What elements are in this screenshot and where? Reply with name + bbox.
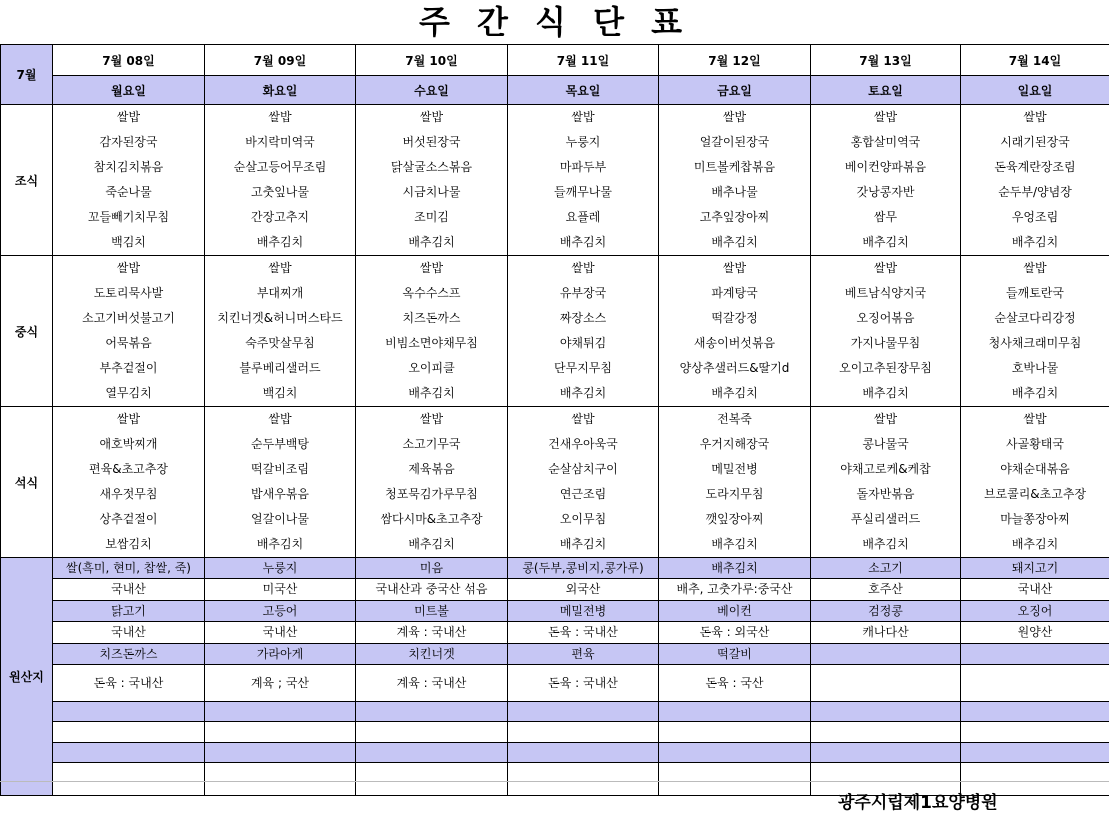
menu-item: 배추김치 <box>862 235 909 249</box>
date-cell: 7월 10일 <box>356 45 508 76</box>
menu-item: 간장고추지 <box>251 210 309 224</box>
menu-item: 호박나물 <box>1011 361 1059 375</box>
menu-item: 제육볶음 <box>408 462 455 476</box>
origin-ingredient: 메밀전병 <box>508 601 658 622</box>
menu-item: 쌀밥 <box>873 261 898 275</box>
hospital-name: 광주시립제1요양병원 <box>838 793 998 813</box>
blank-row <box>356 743 507 763</box>
origin-country: 외국산 <box>508 579 658 601</box>
origin-country: 원양산 <box>961 622 1109 644</box>
page-title: 주 간 식 단 표 <box>418 3 691 41</box>
origin-country: 돈육 : 외국산 <box>659 622 810 644</box>
menu-item: 단무지무침 <box>554 361 612 375</box>
weekday-cell: 일요일 <box>961 76 1109 105</box>
menu-item: 쌀밥 <box>1023 412 1047 426</box>
weekday-row <box>1 76 1109 105</box>
menu-item: 시래기된장국 <box>1000 135 1070 149</box>
origin-country: 돈육 : 국내산 <box>508 665 658 702</box>
menu-item: 오징어볶음 <box>856 311 915 325</box>
origin-ingredient: 미트볼 <box>356 601 507 622</box>
menu-item: 청포묵김가루무침 <box>385 487 478 501</box>
blank-row <box>205 763 355 795</box>
menu-item: 메밀전병 <box>711 462 758 476</box>
menu-item: 보쌈김치 <box>105 537 152 551</box>
menu-item: 갓낭콩자반 <box>856 185 915 199</box>
blank-row <box>205 743 355 763</box>
menu-item: 소고기버섯불고기 <box>82 311 175 325</box>
origin-ingredient: 편육 <box>508 644 658 665</box>
origin-ingredient: 돼지고기 <box>961 558 1109 579</box>
blank-row <box>961 743 1109 763</box>
menu-item: 고춧잎나물 <box>251 185 309 199</box>
menu-item: 들깨토란국 <box>1006 286 1064 300</box>
origin-country: 돈육 : 국내산 <box>508 622 658 644</box>
menu-item: 배추김치 <box>711 386 758 400</box>
menu-item: 사골황태국 <box>1006 437 1064 451</box>
menu-item: 옥수수스프 <box>402 286 461 300</box>
menu-item: 쌈무 <box>873 210 898 224</box>
menu-item: 베이컨양파볶음 <box>844 160 927 174</box>
menu-item: 짜장소스 <box>559 311 607 325</box>
meal-cell <box>356 105 508 256</box>
menu-item: 돌자반볶음 <box>856 487 915 501</box>
origin-label: 원산지 <box>1 558 53 796</box>
weekday-cell: 월요일 <box>53 76 205 105</box>
menu-item: 바지락미역국 <box>245 135 315 149</box>
menu-item: 조미김 <box>414 210 449 224</box>
month-label: 7월 <box>1 45 53 105</box>
menu-item: 치즈돈까스 <box>402 311 461 325</box>
blank-row <box>356 763 507 795</box>
meal-cell <box>205 105 356 256</box>
menu-item: 죽순나물 <box>105 185 152 199</box>
blank-row <box>811 743 960 763</box>
origin-country: 국내산 <box>53 579 204 601</box>
menu-item: 쌀밥 <box>268 110 292 124</box>
blank-row <box>53 702 204 722</box>
menu-item: 참치김치볶음 <box>93 160 164 174</box>
weekday-cell: 화요일 <box>205 76 356 105</box>
meal-cell <box>659 105 811 256</box>
meal-row <box>1 407 1109 558</box>
blank-row <box>811 702 960 722</box>
menu-item: 순살고등어무조림 <box>233 160 327 174</box>
meal-cell <box>508 407 659 558</box>
menu-item: 쌀밥 <box>873 110 898 124</box>
blank-row <box>508 743 658 763</box>
origin-ingredient: 콩(두부,콩비지,콩가루) <box>508 558 658 579</box>
origin-ingredient: 고등어 <box>205 601 355 622</box>
menu-item: 백김치 <box>111 235 146 249</box>
menu-item: 쌀밥 <box>116 412 141 426</box>
menu-item: 배추김치 <box>711 537 758 551</box>
meal-cell <box>53 105 205 256</box>
blank-row <box>659 743 810 763</box>
menu-item: 파계탕국 <box>711 286 758 300</box>
meal-cell <box>961 256 1109 407</box>
menu-item: 어묵볶음 <box>105 336 152 350</box>
blank-row <box>53 763 204 795</box>
menu-item: 새송이버섯볶음 <box>693 336 776 350</box>
menu-item: 오이피클 <box>408 361 455 375</box>
origin-cell <box>811 558 961 796</box>
origin-cell <box>508 558 659 796</box>
menu-item: 미트볼케찹볶음 <box>693 160 776 174</box>
date-cell: 7월 13일 <box>811 45 961 76</box>
origin-ingredient: 배추김치 <box>659 558 810 579</box>
menu-item: 우엉조림 <box>1011 210 1059 224</box>
menu-item: 쌀밥 <box>116 261 141 275</box>
menu-item: 배추김치 <box>1011 235 1059 249</box>
menu-item: 야채고로케&케찹 <box>840 462 931 476</box>
menu-item: 쌀밥 <box>571 261 595 275</box>
origin-ingredient: 누룽지 <box>205 558 355 579</box>
menu-item: 콩나물국 <box>862 437 909 451</box>
menu-item: 떡갈강정 <box>711 311 758 325</box>
origin-country <box>811 665 960 702</box>
menu-item: 쌀밥 <box>419 412 444 426</box>
menu-item: 상추겉절이 <box>99 512 158 526</box>
menu-item: 쌀밥 <box>419 261 444 275</box>
menu-item: 떡갈비조림 <box>251 462 309 476</box>
origin-country: 배추, 고춧가루:중국산 <box>659 579 810 601</box>
weekday-cell: 수요일 <box>356 76 508 105</box>
menu-item: 비빔소면야채무침 <box>385 336 478 350</box>
origin-country: 호주산 <box>811 579 960 601</box>
menu-item: 배추김치 <box>408 386 455 400</box>
weekly-menu-table <box>0 44 1109 796</box>
blank-row <box>53 722 204 743</box>
meal-cell <box>811 407 961 558</box>
menu-item: 치킨너겟&허니머스타드 <box>217 311 343 325</box>
blank-row <box>508 763 658 795</box>
menu-item: 베트남식양지국 <box>844 286 927 300</box>
blank-row <box>659 702 810 722</box>
origin-ingredient: 가라아게 <box>205 644 355 665</box>
menu-item: 우거지해장국 <box>699 437 770 451</box>
menu-item: 순살삼치구이 <box>548 462 618 476</box>
meal-row <box>1 105 1109 256</box>
weekday-cell: 금요일 <box>659 76 811 105</box>
origin-country: 미국산 <box>205 579 355 601</box>
menu-item: 쌀밥 <box>722 110 747 124</box>
menu-item: 푸실리샐러드 <box>850 512 921 526</box>
menu-item: 건새우아욱국 <box>548 437 618 451</box>
origin-ingredient: 베이컨 <box>659 601 810 622</box>
date-row <box>1 45 1109 76</box>
origin-ingredient: 치킨너겟 <box>356 644 507 665</box>
blank-row <box>659 763 810 795</box>
weekday-cell: 토요일 <box>811 76 961 105</box>
meal-row <box>1 256 1109 407</box>
menu-item: 순두부백탕 <box>251 437 309 451</box>
menu-item: 들깨무나물 <box>554 185 612 199</box>
origin-cell <box>659 558 811 796</box>
menu-item: 배추김치 <box>256 537 304 551</box>
blank-row <box>811 722 960 743</box>
menu-item: 열무김치 <box>105 386 152 400</box>
menu-item: 얼갈이나물 <box>251 512 309 526</box>
origin-country: 국내산 <box>53 622 204 644</box>
menu-item: 유부장국 <box>559 286 607 300</box>
origin-ingredient: 떡갈비 <box>659 644 810 665</box>
menu-item: 배추김치 <box>559 386 607 400</box>
menu-item: 감자된장국 <box>99 135 158 149</box>
menu-item: 쌀밥 <box>116 110 141 124</box>
meal-cell <box>356 256 508 407</box>
meal-label: 석식 <box>1 407 53 558</box>
menu-item: 밥새우볶음 <box>251 487 309 501</box>
menu-item: 부대찌개 <box>256 286 304 300</box>
origin-ingredient: 소고기 <box>811 558 960 579</box>
menu-item: 오이고추된장무침 <box>839 361 932 375</box>
meal-cell <box>356 407 508 558</box>
menu-item: 전복죽 <box>717 412 752 426</box>
blank-row <box>205 722 355 743</box>
menu-item: 깻잎장아찌 <box>705 512 764 526</box>
menu-item: 닭살굴소스볶음 <box>390 160 473 174</box>
menu-item: 쌈다시마&초고추장 <box>380 512 483 526</box>
origin-country: 계육 : 국내산 <box>356 665 507 702</box>
origin-ingredient <box>811 644 960 665</box>
meal-label: 중식 <box>1 256 53 407</box>
blank-row <box>961 722 1109 743</box>
menu-item: 순살코다리강정 <box>994 311 1076 325</box>
origin-country: 국내산 <box>961 579 1109 601</box>
meal-cell <box>53 256 205 407</box>
date-cell: 7월 09일 <box>205 45 356 76</box>
date-cell: 7월 08일 <box>53 45 205 76</box>
date-cell: 7월 14일 <box>961 45 1109 76</box>
menu-item: 배추김치 <box>711 235 758 249</box>
menu-item: 쌀밥 <box>571 412 595 426</box>
meal-cell <box>508 256 659 407</box>
blank-row <box>53 743 204 763</box>
menu-item: 가지나물무침 <box>850 336 921 350</box>
origin-country: 계육 : 국내산 <box>356 622 507 644</box>
menu-item: 쌀밥 <box>1023 261 1047 275</box>
meal-cell <box>961 105 1109 256</box>
origin-ingredient: 검정콩 <box>811 601 960 622</box>
menu-item: 마파두부 <box>559 160 607 174</box>
menu-item: 꼬들빼기치무침 <box>87 210 170 224</box>
menu-item: 배추김치 <box>1011 386 1059 400</box>
menu-item: 연근조림 <box>559 487 607 501</box>
menu-item: 쌀밥 <box>268 261 292 275</box>
meal-cell <box>659 407 811 558</box>
menu-item: 버섯된장국 <box>402 135 461 149</box>
date-cell: 7월 11일 <box>508 45 659 76</box>
meal-label: 조식 <box>1 105 53 256</box>
origin-ingredient: 치즈돈까스 <box>53 644 204 665</box>
origin-country: 국내산과 중국산 섞음 <box>356 579 507 601</box>
blank-row <box>961 702 1109 722</box>
blank-row <box>356 702 507 722</box>
menu-item: 백김치 <box>262 386 298 400</box>
meal-cell <box>811 256 961 407</box>
menu-item: 쌀밥 <box>873 412 898 426</box>
menu-item: 배추김치 <box>559 537 607 551</box>
origin-ingredient: 오징어 <box>961 601 1109 622</box>
meal-cell <box>205 256 356 407</box>
origin-country: 돈육 : 국산 <box>659 665 810 702</box>
meal-cell <box>659 256 811 407</box>
origin-country: 국내산 <box>205 622 355 644</box>
blank-row <box>659 722 810 743</box>
blank-row <box>508 702 658 722</box>
menu-item: 얼갈이된장국 <box>699 135 770 149</box>
meal-cell <box>205 407 356 558</box>
menu-item: 야채순대볶음 <box>1000 462 1070 476</box>
menu-item: 새우젓무침 <box>99 487 158 501</box>
menu-item: 쌀밥 <box>722 261 747 275</box>
menu-item: 도토리묵사발 <box>93 286 164 300</box>
origin-row <box>1 558 1109 796</box>
menu-item: 쌀밥 <box>571 110 595 124</box>
menu-item: 오이무침 <box>559 512 607 526</box>
weekday-cell: 목요일 <box>508 76 659 105</box>
blank-row <box>356 722 507 743</box>
menu-item: 돈육계란장조림 <box>994 160 1076 174</box>
menu-item: 쌀밥 <box>268 412 292 426</box>
menu-item: 부추겉절이 <box>99 361 158 375</box>
meal-cell <box>811 105 961 256</box>
origin-country <box>961 665 1109 702</box>
menu-item: 홍합살미역국 <box>850 135 921 149</box>
menu-item: 쌀밥 <box>1023 110 1047 124</box>
origin-cell <box>205 558 356 796</box>
menu-item: 블루베리샐러드 <box>239 361 321 375</box>
date-cell: 7월 12일 <box>659 45 811 76</box>
menu-item: 배추나물 <box>711 185 758 199</box>
meal-cell <box>53 407 205 558</box>
meal-cell <box>508 105 659 256</box>
origin-country: 계육 ; 국산 <box>205 665 355 702</box>
menu-item: 편육&초고추장 <box>89 462 168 476</box>
menu-item: 배추김치 <box>559 235 607 249</box>
menu-item: 순두부/양념장 <box>998 185 1072 199</box>
blank-row <box>508 722 658 743</box>
footer-divider <box>0 781 1109 782</box>
meal-cell <box>961 407 1109 558</box>
menu-item: 시금치나물 <box>402 185 461 199</box>
blank-row <box>205 702 355 722</box>
menu-item: 양상추샐러드&딸기d <box>679 361 790 375</box>
menu-item: 쌀밥 <box>419 110 444 124</box>
origin-cell <box>53 558 205 796</box>
origin-ingredient: 쌀(흑미, 현미, 찹쌀, 죽) <box>53 558 204 579</box>
menu-item: 마늘쫑장아찌 <box>1000 512 1070 526</box>
menu-item: 브로콜리&초고추장 <box>983 487 1087 501</box>
origin-ingredient: 닭고기 <box>53 601 204 622</box>
menu-item: 배추김치 <box>256 235 304 249</box>
origin-country: 캐나다산 <box>811 622 960 644</box>
menu-item: 배추김치 <box>862 386 909 400</box>
menu-item: 누룽지 <box>565 135 601 149</box>
origin-cell <box>356 558 508 796</box>
menu-item: 애호박찌개 <box>99 437 158 451</box>
origin-country: 돈육 : 국내산 <box>53 665 204 702</box>
menu-item: 도라지무침 <box>705 487 764 501</box>
menu-item: 배추김치 <box>862 537 909 551</box>
menu-item: 배추김치 <box>408 235 455 249</box>
menu-item: 소고기무국 <box>402 437 461 451</box>
menu-item: 청사채크래미무침 <box>988 336 1082 350</box>
origin-ingredient: 미음 <box>356 558 507 579</box>
menu-item: 숙주맛살무침 <box>245 336 315 350</box>
menu-item: 배추김치 <box>408 537 455 551</box>
menu-item: 야채튀김 <box>559 336 607 350</box>
menu-item: 요플레 <box>565 210 601 224</box>
menu-item: 배추김치 <box>1011 537 1059 551</box>
menu-item: 고추잎장아찌 <box>699 210 770 224</box>
origin-cell <box>961 558 1109 796</box>
origin-ingredient <box>961 644 1109 665</box>
